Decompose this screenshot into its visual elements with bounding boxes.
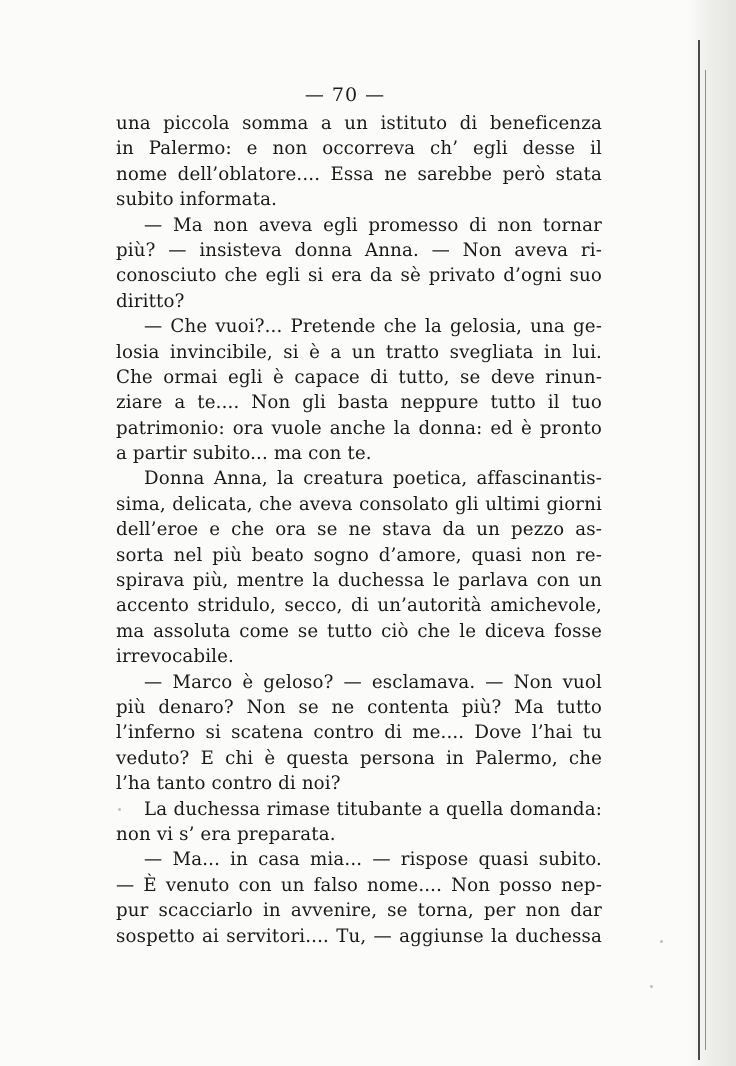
page-number: — 70 — — [304, 84, 386, 106]
text-line: diritto? — [116, 290, 185, 312]
page-binding-edge — [688, 0, 736, 1066]
text-line: più denaro? Non se ne contenta più? Ma tutto — [116, 696, 602, 718]
text-line: sorta nel più beato sogno d’amore, quasi non re- — [116, 544, 602, 566]
text-line: sima, delicata, che aveva consolato gli ultimi giorni — [116, 493, 602, 515]
text-line: dell’eroe e che ora se ne stava da un pezzo as- — [116, 519, 602, 541]
text-line: ma assoluta come se tutto ciò che le diceva fosse — [116, 620, 602, 642]
text-line: — È venuto con un falso nome.... Non posso nep- — [116, 874, 602, 896]
text-line: l’ha tanto contro di noi? — [116, 773, 341, 795]
text-line: l’inferno si scatena contro di me.... Dove l’hai tu — [116, 722, 602, 744]
paper-speck — [660, 940, 663, 943]
text-line: — Marco è geloso? — esclamava. — Non vuol — [144, 671, 602, 693]
text-line: spirava più, mentre la duchessa le parlava con un — [116, 570, 602, 592]
text-line: accento stridulo, secco, di un’autorità amichevole, — [116, 595, 602, 617]
text-line: La duchessa rimase titubante a quella domanda: — [144, 798, 602, 820]
body-text — [116, 111, 602, 949]
text-line: Donna Anna, la creatura poetica, affascinantis- — [144, 468, 602, 490]
paper-speck — [650, 985, 653, 988]
page-edge-line — [705, 70, 706, 1050]
text-line: ziare a te.... Non gli basta neppure tutto il tuo — [116, 392, 602, 414]
text-line: a partir subito... ma con te. — [116, 443, 372, 465]
text-line: Che ormai egli è capace di tutto, se deve rinun- — [116, 366, 602, 388]
text-line: conosciuto che egli si era da sè privato d’ogni suo — [116, 265, 602, 287]
text-line: sospetto ai servitori.... Tu, — aggiunse la duchessa — [116, 925, 602, 947]
text-line: irrevocabile. — [116, 646, 234, 668]
text-line: una piccola somma a un istituto di beneficenza — [116, 113, 602, 134]
text-line: non vi s’ era preparata. — [116, 823, 336, 845]
text-line: — Che vuoi?... Pretende che la gelosia, una ge- — [144, 316, 602, 338]
text-line: subito informata. — [116, 189, 278, 211]
text-line: — Ma... in casa mia... — rispose quasi subito. — [144, 849, 602, 871]
page-edge-line — [698, 40, 700, 1060]
text-line: pur scacciarlo in avvenire, se torna, per non dar — [116, 900, 602, 922]
text-line: patrimonio: ora vuole anche la donna: ed è pronto — [116, 417, 602, 439]
text-line: più? — insisteva donna Anna. — Non aveva ri- — [116, 239, 602, 261]
text-line: — Ma non aveva egli promesso di non tornar — [144, 214, 602, 236]
text-line: in Palermo: e non occorreva ch’ egli desse il — [116, 138, 602, 160]
text-line: losia invincibile, si è a un tratto svegliata in lui. — [116, 341, 602, 363]
text-line: nome dell’oblatore.... Essa ne sarebbe però stata — [116, 163, 602, 185]
text-line: veduto? E chi è questa persona in Palermo, che — [116, 747, 602, 769]
